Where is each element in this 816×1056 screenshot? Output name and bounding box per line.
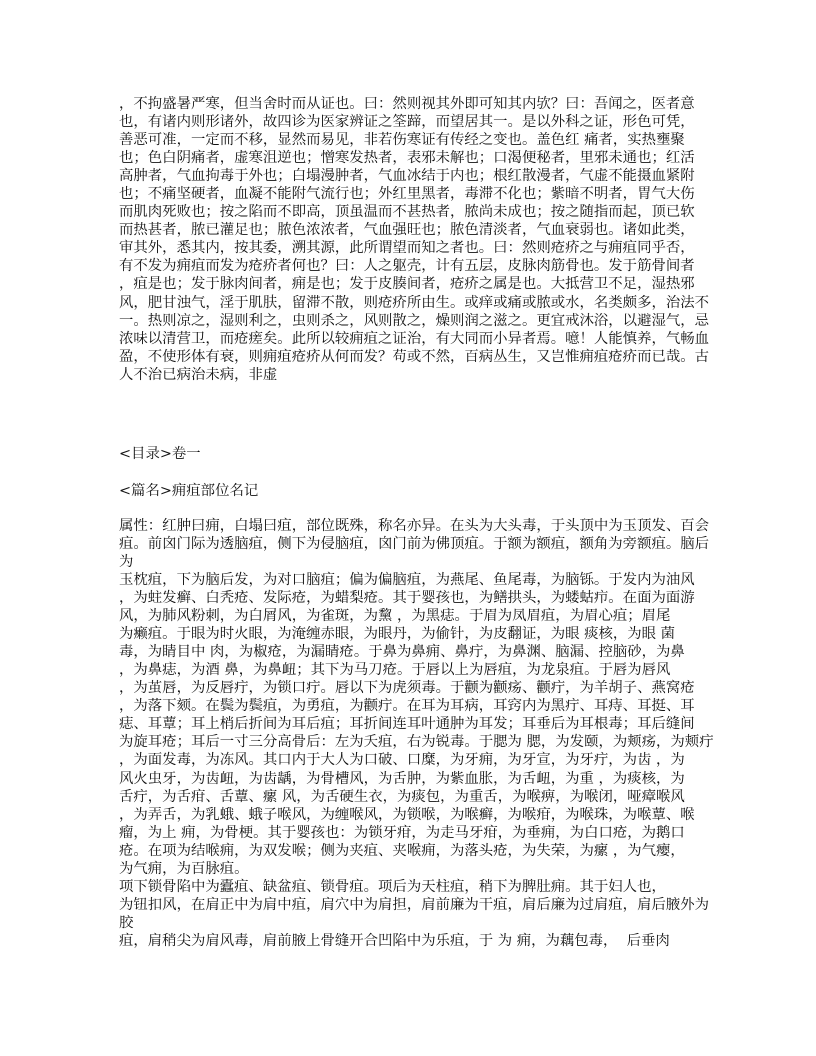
intro-paragraph xyxy=(119,95,719,384)
spacer xyxy=(119,500,719,517)
text-line: 舌疔，为舌疳、舌蕈、瘰 风，为舌硬生衣，为痰包，为重舌，为喉痹，为喉闭，哑瘴喉风 xyxy=(119,788,685,805)
text-line: 痣、耳蕈；耳上梢后折间为耳后疽；耳折间连耳叶通肿为耳发；耳垂后为耳根毒；耳后缝间 xyxy=(119,716,695,733)
text-line: ，为鼻痣，为酒 鼻，为鼻衄；其下为马刀疮。于唇以上为唇疽，为龙泉疽。于唇为唇风 xyxy=(119,662,671,679)
spacer xyxy=(119,463,719,482)
text-line: 风，肥甘浊气，淫于肌肤，留滞不散，则疮疥所由生。或痒或痛或脓或水，名类颇多，治法不 xyxy=(119,294,710,311)
text-line: 风，为肺风粉刺，为白屑风，为雀斑，为黧 ，为黑痣。于眉为凤眉疽，为眉心疽；眉尾 xyxy=(119,608,671,625)
text-line: 为气痈，为百脉疽。 xyxy=(119,860,249,877)
text-line: ，为面发毒，为冻风。其口内于大人为口破、口糜，为牙痈，为牙宣，为牙疔，为齿 ，为 xyxy=(119,752,685,769)
text-line: 审其外，悉其内，按其委，溯其源，此所谓望而知之者也。曰：然则疮疥之与痈疽同乎否， xyxy=(119,240,695,257)
text-line: 也；色白阴痛者，虚寒沮逆也；憎寒发热者，表邪未解也；口渴便秘者，里邪未通也；红活 xyxy=(119,150,695,167)
text-line: 高肿者，气血拘毒于外也；白塌漫肿者，气血冰结于内也；根红散漫者，气虚不能摄血紧附 xyxy=(119,168,695,185)
text-line: ，为茧唇，为反唇疔，为锁口疔。唇以下为虎须毒。于颧为颧疡、颧疔，为羊胡子、燕窝疮 xyxy=(119,680,695,697)
text-line: 为钮扣风，在肩正中为肩中疽，肩穴中为肩担，肩前廉为干疽，肩后廉为过肩疽，肩后腋外为 xyxy=(119,896,710,913)
text-line: 为 xyxy=(119,553,134,570)
text-line: 为旋耳疮；耳后一寸三分高骨后：左为夭疽，右为锐毒。于腮为 腮，为发颐，为颊疡，为颊疔 xyxy=(119,734,714,751)
text-line: ，为落下颏。在鬓为鬓疽，为勇疽，为颧疔。在耳为耳病，耳窍内为黑疔、耳痔、耳挺、耳 xyxy=(119,698,695,715)
text-line: 胶 xyxy=(119,914,134,931)
text-line: 玉枕疽，下为脑后发，为对口脑疽；偏为偏脑疽，为燕尾、鱼尾毒，为脑铄。于发内为油风 xyxy=(119,571,695,588)
text-line: 疽，肩稍尖为肩风毒，肩前腋上骨缝开合凹陷中为乐疽，于 为 痈，为藕包毒， 后垂肉 xyxy=(119,932,670,949)
text-line: 疽。前囟门际为透脑疽，侧下为侵脑疽，囟门前为佛顶疽。于额为额疽，额角为旁额疽。脑后 xyxy=(119,535,710,552)
text-line: ，不拘盛暑严寒，但当舍时而从证也。曰：然则视其外即可知其内欤？曰：吾闻之，医者意 xyxy=(119,96,695,112)
text-line: 也；不痛坚硬者，血凝不能附气流行也；外红里黑者，毒滞不化也；紫暗不明者，胃气大伤 xyxy=(119,186,695,203)
text-line: ，为弄舌，为乳蛾、蛾子喉风，为缠喉风，为锁喉，为喉癣，为喉疳，为喉珠，为喉蕈、喉 xyxy=(119,806,695,823)
catalog-heading: <目录>卷一 xyxy=(119,445,201,462)
text-line: 浓味以清营卫，而疮瘥矣。此所以较痈疽之证治，有大同而小异者焉。噫！人能慎养，气畅血 xyxy=(119,330,710,347)
text-line: 而热甚者，脓已灌足也；脓色浓浓者，气血强旺也；脓色清淡者，气血衰弱也。诸如此类， xyxy=(119,222,695,239)
text-line: 而肌肉死败也；按之陷而不即高，顶虽温而不甚热者，脓尚未成也；按之随指而起，顶已软 xyxy=(119,204,695,221)
text-line: 项下锁骨陷中为蠹疽、缺盆疽、锁骨疽。项后为天柱疽，稍下为脾肚痈。其于妇人也， xyxy=(119,878,666,895)
text-line: 有不发为痈疽而发为疮疥者何也？曰：人之躯壳，计有五层，皮脉肉筋骨也。发于筋骨间者 xyxy=(119,258,695,275)
chapter-heading: <篇名>痈疽部位名记 xyxy=(119,482,259,499)
spacer xyxy=(119,384,719,445)
document-page xyxy=(119,95,719,950)
text-line: ，为蛀发癣、白秃疮、发际疮，为蜡梨疮。其于婴孩也，为鳝拱头，为蝼蛄疖。在面为面游 xyxy=(119,590,695,607)
text-line: 毒，为睛目中 肉，为椒疮，为漏睛疮。于鼻为鼻痈、鼻疔，为鼻渊、脑漏、控脑砂，为鼻 xyxy=(119,644,685,661)
text-line: 风火虫牙，为齿衄，为齿龋，为骨槽风，为舌肿，为紫血胀，为舌衄，为重 ，为痰核，为 xyxy=(119,770,685,787)
text-line: 属性：红肿曰痈，白塌曰疽，部位既殊，称名亦异。在头为大头毒，于头顶中为玉顶发、百会 xyxy=(119,517,710,534)
text-line: 为癞疽。于眼为时火眼，为淹缠赤眼，为眼丹，为偷针，为皮翻证，为眼 痰核，为眼 菌 xyxy=(119,626,675,643)
text-line: 瘤，为上 痈，为骨梗。其于婴孩也：为锁牙疳，为走马牙疳，为垂痈，为白口疮，为鹅口 xyxy=(119,824,685,841)
text-line: 一。热则凉之，湿则利之，虫则杀之，风则散之，燥则润之滋之。更宜戒沐浴，以避湿气，忌 xyxy=(119,312,710,329)
body-paragraph xyxy=(119,517,719,950)
text-line: 人不治已病治未病，非虚 xyxy=(119,366,278,383)
text-line: ，疽是也；发于脉肉间者，痈是也；发于皮腠间者，疮疥之属是也。大抵营卫不足，湿热邪 xyxy=(119,276,695,293)
text-line: 善恶可准，一定而不移，显然而易见，非若伤寒证有传经之变也。盖色红 痛者，实热壅聚 xyxy=(119,132,685,149)
text-line: 也，有诸内则形诸外，故四诊为医家辨证之筌蹄，而望居其一。是以外科之证，形色可凭， xyxy=(119,114,695,131)
text-line: 疮。在项为结喉痈，为双发喉；侧为夹疽、夹喉痈，为落头疮，为失荣，为瘰 ，为气瘿， xyxy=(119,842,685,859)
text-line: 盈，不使形体有衰，则痈疽疮疥从何而发？苟或不然，百病丛生，又岂惟痈疽疮疥而已哉。古 xyxy=(119,348,710,365)
